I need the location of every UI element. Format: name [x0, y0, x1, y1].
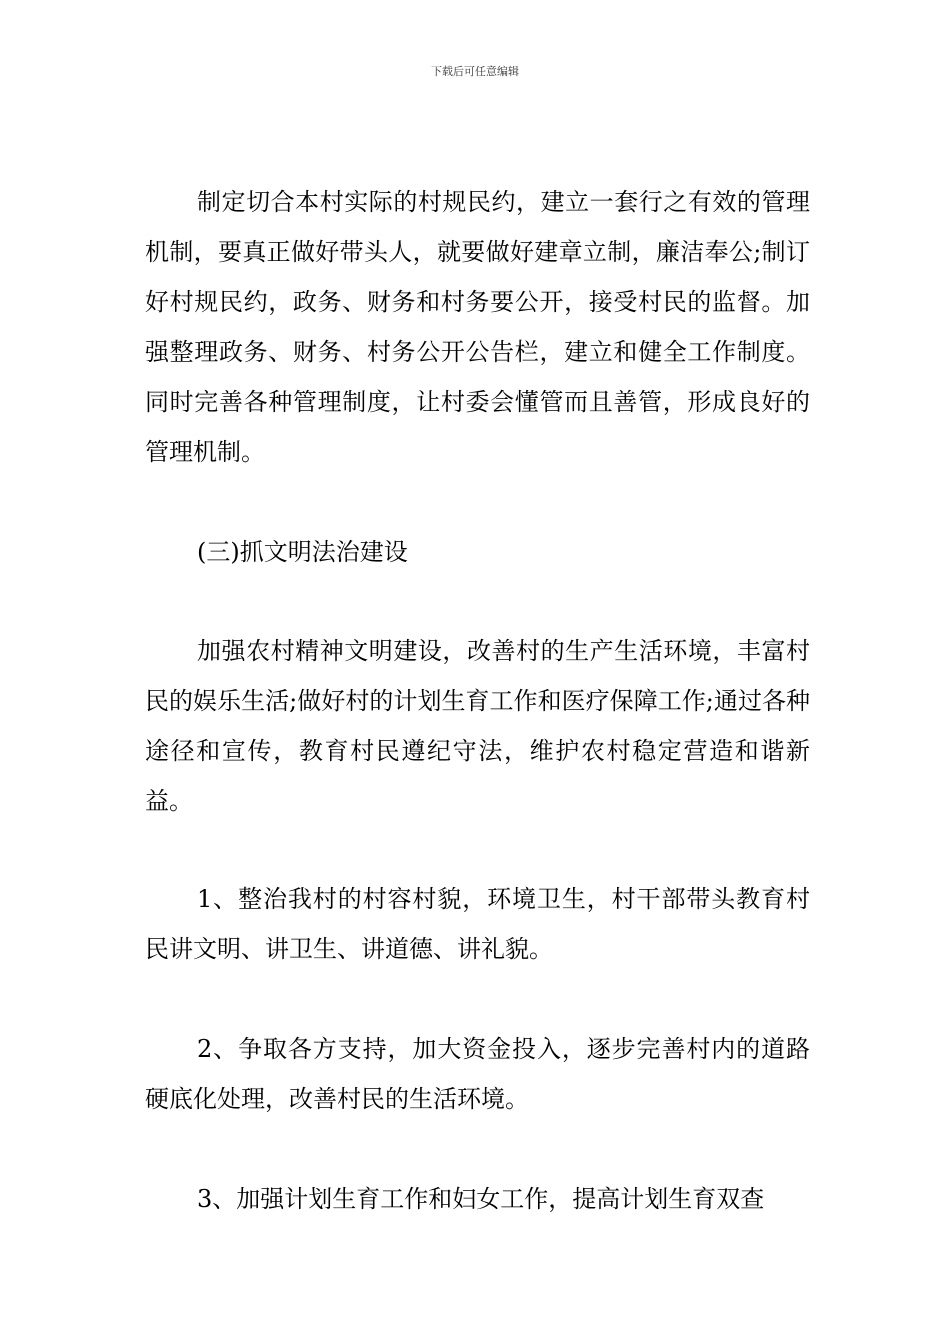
page-header-note: 下载后可任意编辑 — [431, 65, 519, 78]
list-item-1: 1、整治我村的村容村貌，环境卫生，村干部带头教育村民讲文明、讲卫生、讲道德、讲礼貌。 — [145, 885, 810, 963]
list-item-3: 3、加强计划生育工作和妇女工作，提高计划生育双查 — [197, 1185, 765, 1213]
section-heading: (三)抓文明法治建设 — [197, 538, 408, 566]
paragraph-civilization: 加强农村精神文明建设，改善村的生产生活环境，丰富村民的娱乐生活;做好村的计划生育工作和医疗保障工作;通过各种途径和宣传，教育村民遵纪守法，维护农村稳定营造和谐新益。 — [145, 637, 810, 815]
list-item-2: 2、争取各方支持，加大资金投入，逐步完善村内的道路硬底化处理，改善村民的生活环境。 — [145, 1035, 810, 1113]
paragraph-village-rules: 制定切合本村实际的村规民约，建立一套行之有效的管理机制，要真正做好带头人，就要做好建章立制，廉洁奉公;制订好村规民约，政务、财务和村务要公开，接受村民的监督。加强整理政务、财务、村务公开公告栏，建立和健全工作制度。同时完善各种管理制度，让村委会懂管而且善管，形成良好的管理机制。 — [145, 188, 810, 466]
